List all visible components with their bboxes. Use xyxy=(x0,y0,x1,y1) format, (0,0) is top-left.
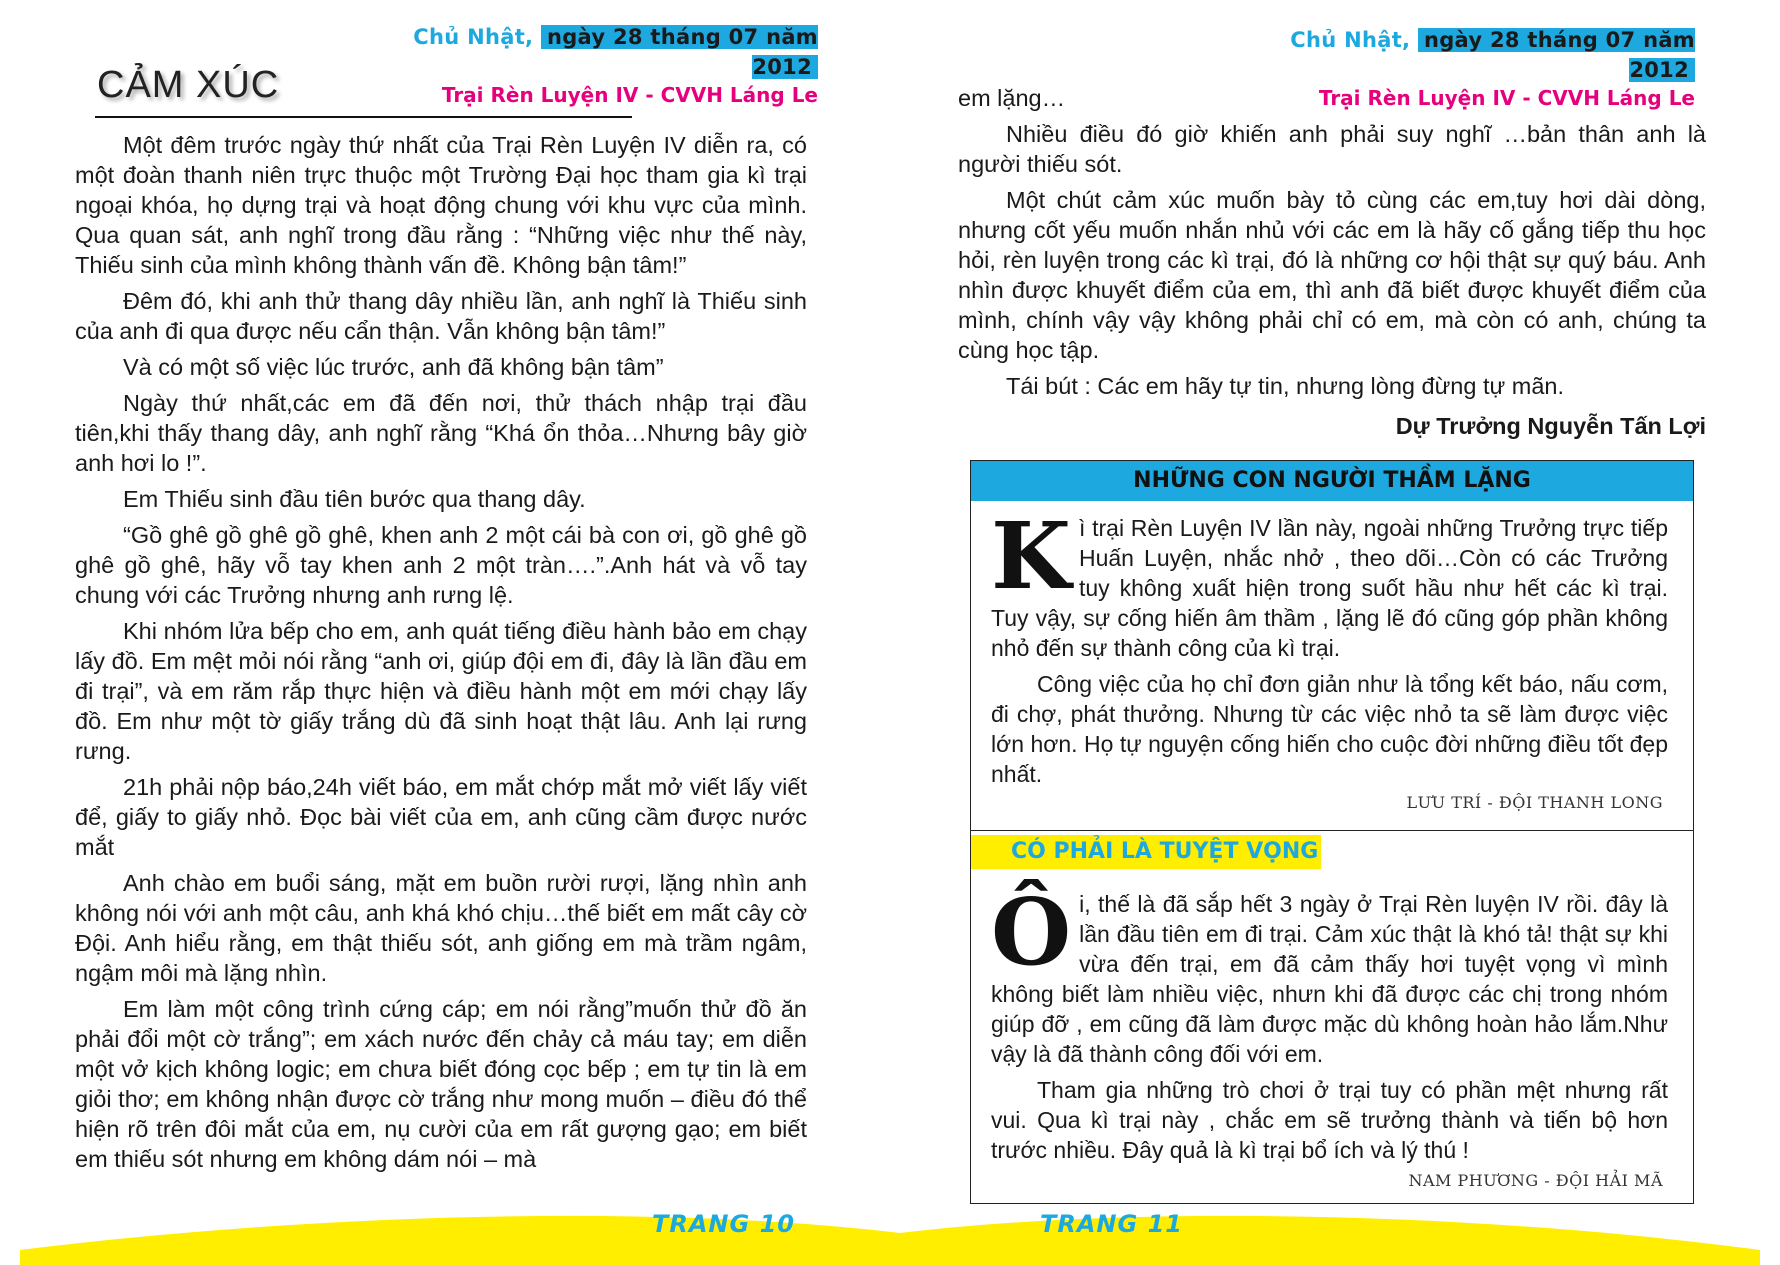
box-body xyxy=(991,878,1668,1171)
article-signature: Dự Trưởng Nguyễn Tấn Lợi xyxy=(1395,413,1706,439)
article-paragraph: Khi nhóm lửa bếp cho em, anh quát tiếng điều hành bảo em chạy lấy đồ. Em mệt mỏi nói rằng “anh ơi, giúp đội em đi, đây là lần đầu em đi trại”, và em răm rắp thực hiện và điều hành một em mới chạy lấy đồ. Em như một tờ giấy trắng dù đã sinh hoạt thật lâu. Anh lại rưng rưng. xyxy=(75,618,807,764)
article-paragraph: Và có một số việc lúc trước, anh đã không bận tâm” xyxy=(123,354,664,380)
header-camp-name: Trại Rèn Luyện IV - CVVH Láng Le xyxy=(1318,86,1695,110)
sidebar-box-silent-people xyxy=(970,460,1694,832)
section-title: CẢM XÚC xyxy=(97,64,280,106)
article-paragraph: “Gồ ghê gồ ghê gồ ghê, khen anh 2 một cái bà con ơi, gồ ghê gồ ghê gồ ghê, hãy vỗ tay khen anh 2 một tràn….”.Anh hát và vỗ tay chung với các Trưởng nhưng anh rưng lệ. xyxy=(75,522,807,608)
box-author: NAM PHƯƠNG - ĐỘI HẢI MÃ xyxy=(1408,1171,1663,1190)
box-title: CÓ PHẢI LÀ TUYỆT VỌNG xyxy=(971,835,1321,869)
article-paragraph: Tái bút : Các em hãy tự tin, nhưng lòng đừng tự mãn. xyxy=(1006,373,1565,399)
box-body xyxy=(991,502,1668,795)
header-date: ngày 28 tháng 07 năm 2012 xyxy=(541,25,818,79)
box-paragraph xyxy=(991,878,1668,1069)
header-day: Chủ Nhật, xyxy=(413,25,534,49)
left-page-header xyxy=(390,22,818,108)
yellow-wave-shape xyxy=(20,1216,1760,1265)
left-article-body xyxy=(75,130,807,1180)
page-number-right: TRANG 11 xyxy=(1040,1210,1183,1238)
article-paragraph: Em làm một công trình cứng cáp; em nói rằng”muốn thử đồ ăn phải đổi một cờ trắng”; em xách nước đến chảy cả máu tay; em diễn một vở kịch không logic; em chưa biết đóng cọc bếp ; em tự tin là em giỏi thơ; em không nhận được cờ trắng như mong muốn – điều đó thể hiện rõ trên đôi mắt của em, nụ cười của em rất gượng gạo; em biết em thiếu sót nhưng em không dám nói – mà xyxy=(75,996,807,1172)
box-paragraph xyxy=(991,502,1668,663)
article-paragraph: Một chút cảm xúc muốn bày tỏ cùng các em,tuy hơi dài dòng, nhưng cốt yếu muốn nhắn nhủ với các em là hãy cố gắng tiếp thu học hỏi, rèn luyện trong các kì trại, đó là những cơ hội thật sự quý báu. Anh nhìn được khuyết điểm của em, thì anh đã biết được khuyết điểm của mình, chính vậy vậy không phải chỉ có em, mà còn có anh, chúng ta cùng học tập. xyxy=(958,187,1706,363)
article-paragraph: Đêm đó, khi anh thử thang dây nhiều lần, anh nghĩ là Thiếu sinh của anh đi qua được nếu cẩn thận. Vẫn không bận tâm!” xyxy=(75,288,807,344)
box-paragraph-text: i, thế là đã sắp hết 3 ngày ở Trại Rèn luyện IV rồi. đây là lần đầu tiên em đi trại. Cảm xúc thật là khó tả! thật sự khi vừa đến trại, em đã cảm thấy hơi tuyệt vọng vì mình không biết làm nhiều việc, nhưn khi đã được các chị trong nhóm giúp đỡ , em cũng đã làm được mặc dù không hoàn hảo lắm.Như vậy là đã thành công đối với em. xyxy=(991,891,1668,1067)
bottom-wave-decoration xyxy=(0,1175,1780,1265)
box-author: LƯU TRÍ - ĐỘI THANH LONG xyxy=(1406,793,1663,812)
box-title: NHỮNG CON NGƯỜI THẦM LẶNG xyxy=(971,461,1693,501)
article-paragraph: Nhiều điều đó giờ khiến anh phải suy nghĩ …bản thân anh là người thiếu sót. xyxy=(958,121,1706,177)
title-underline xyxy=(95,116,632,118)
box-paragraph: Công việc của họ chỉ đơn giản như là tổng kết báo, nấu cơm, đi chợ, phát thưởng. Nhưng từ các việc nhỏ ta sẽ làm được việc lớn hơn. Họ tự nguyện cống hiến cho cuộc đời những điều tốt đẹp nhất. xyxy=(991,671,1668,787)
header-day: Chủ Nhật, xyxy=(1290,28,1411,52)
article-paragraph: 21h phải nộp báo,24h viết báo, em mắt chớp mắt mở viết lấy viết để, giấy to giấy nhỏ. Đọc bài viết của em, anh cũng cầm được nước mắt xyxy=(75,774,807,860)
box-paragraph: Tham gia những trò chơi ở trại tuy có phần mệt nhưng rất vui. Qua kì trại này , chắc em sẽ trưởng thành và tiến bộ hơn trước nhiều. Đây quả là kì trại bổ ích và lý thú ! xyxy=(991,1077,1668,1163)
article-continuation: em lặng… xyxy=(958,85,1066,111)
article-paragraph: Anh chào em buổi sáng, mặt em buồn rười rượi, lặng nhìn anh không nói với anh một câu, anh khá khó chịu…thế biết em mất cây cờ Đội. Anh hiểu rằng, em thật thiếu sót, anh giống em mà trầm ngâm, ngậm môi mà lặng nhìn. xyxy=(75,870,807,986)
header-date: ngày 28 tháng 07 năm 2012 xyxy=(1418,28,1695,82)
box-paragraph-text: ì trại Rèn Luyện IV lần này, ngoài những Trưởng trực tiếp Huấn Luyện, nhắc nhở , theo dõi…Còn có các Trưởng tuy không xuất hiện trong suốt hầu như hết các kì trại. Tuy vậy, sự cống hiến âm thầm , lặng lẽ đó cũng góp phần không nhỏ đến sự thành công của kì trại. xyxy=(991,515,1668,661)
page-number-left: TRANG 10 xyxy=(652,1210,795,1238)
article-paragraph: Ngày thứ nhất,các em đã đến nơi, thử thách nhập trại đầu tiên,khi thấy thang dây, anh nghĩ rằng “Khá ổn thỏa…Nhưng bây giờ anh hơi lo !”. xyxy=(75,390,807,476)
right-article-body xyxy=(958,83,1706,447)
drop-cap: Ô xyxy=(991,878,1072,986)
sidebar-box-despair xyxy=(970,830,1694,1204)
article-paragraph: Em Thiếu sinh đầu tiên bước qua thang dây. xyxy=(123,486,586,512)
article-paragraph: Một đêm trước ngày thứ nhất của Trại Rèn Luyện IV diễn ra, có một đoàn thanh niên trực thuộc một Trường Đại học tham gia kì trại ngoại khóa, họ dựng trại và hoạt động chung với khu vực của mình. Qua quan sát, anh nghĩ trong đầu rằng : “Những việc như thế này, Thiếu sinh của mình không thành vấn đề. Không bận tâm!” xyxy=(75,132,807,278)
header-camp-name: Trại Rèn Luyện IV - CVVH Láng Le xyxy=(441,83,818,107)
drop-cap: K xyxy=(991,502,1071,610)
